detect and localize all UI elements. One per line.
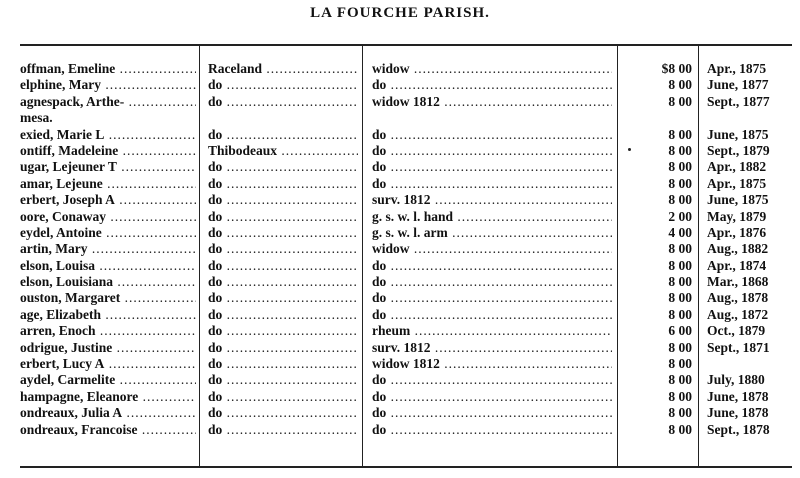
monthly-amount: 8 00: [668, 159, 692, 175]
post-office: do .....: [208, 323, 358, 339]
pensioner-name: elphine, Mary .....: [20, 77, 196, 93]
post-office: do .....: [208, 372, 358, 388]
date-of-allowance: June, 1875: [707, 126, 769, 142]
date-of-allowance: Aug., 1878: [707, 290, 769, 306]
cause-of-pension: do .....: [372, 389, 612, 405]
cause-of-pension: g. s. w. l. arm .....: [372, 225, 612, 241]
cause-of-pension: surv. 1812 .....: [372, 340, 612, 356]
table-row: [0, 77, 800, 93]
date-of-allowance: Sept., 1871: [707, 339, 770, 355]
pensioner-name: elson, Louisa .....: [20, 258, 196, 274]
monthly-amount: 8 00: [668, 372, 692, 388]
date-of-allowance: July, 1880: [707, 372, 765, 388]
monthly-amount: 8 00: [668, 388, 692, 404]
monthly-amount: 8 00: [668, 142, 692, 158]
table-row: [0, 258, 800, 274]
cause-of-pension: do .....: [372, 127, 612, 143]
pensioner-name: amar, Lejeune .....: [20, 176, 196, 192]
monthly-amount: 8 00: [668, 421, 692, 437]
table-row: [0, 422, 800, 438]
date-of-allowance: Oct., 1879: [707, 323, 766, 339]
table-row: [0, 290, 800, 306]
cause-of-pension: do .....: [372, 77, 612, 93]
date-of-allowance: June, 1878: [707, 405, 769, 421]
pensioner-name: ondreaux, Francoise .....: [20, 422, 196, 438]
pensioner-name: artin, Mary .....: [20, 241, 196, 257]
cause-of-pension: widow 1812 .....: [372, 94, 612, 110]
date-of-allowance: Sept., 1877: [707, 93, 770, 109]
top-rule: [20, 44, 792, 46]
monthly-amount: $8 00: [661, 61, 692, 76]
post-office: do .....: [208, 241, 358, 257]
cause-of-pension: do .....: [372, 159, 612, 175]
table-row: [0, 356, 800, 372]
pensioner-name: odrigue, Justine .....: [20, 340, 196, 356]
post-office: do .....: [208, 258, 358, 274]
cause-of-pension: do .....: [372, 274, 612, 290]
cause-of-pension: do .....: [372, 258, 612, 274]
post-office: do .....: [208, 307, 358, 323]
monthly-amount: 8 00: [668, 126, 692, 142]
cause-of-pension: widow 1812 .....: [372, 356, 612, 372]
post-office: Thibodeaux .....: [208, 143, 358, 159]
monthly-amount: 8 00: [668, 290, 692, 306]
post-office: do .....: [208, 77, 358, 93]
cause-of-pension: do .....: [372, 176, 612, 192]
table-row: [0, 405, 800, 421]
table-row: [0, 159, 800, 175]
monthly-amount: 8 00: [668, 93, 692, 109]
pensioner-name: eydel, Antoine .....: [20, 225, 196, 241]
table-row: [0, 241, 800, 257]
post-office: do .....: [208, 389, 358, 405]
table-row: [0, 307, 800, 323]
cause-of-pension: do .....: [372, 372, 612, 388]
cause-of-pension: surv. 1812 .....: [372, 192, 612, 208]
cause-of-pension: rheum .....: [372, 323, 612, 339]
monthly-amount: 8 00: [668, 405, 692, 421]
date-of-allowance: Apr., 1875: [707, 61, 767, 76]
cause-of-pension: do .....: [372, 422, 612, 438]
table-row: [0, 61, 800, 77]
post-office: do .....: [208, 340, 358, 356]
monthly-amount: 8 00: [668, 241, 692, 257]
monthly-amount: 8 00: [668, 175, 692, 191]
post-office: do .....: [208, 192, 358, 208]
post-office: do .....: [208, 290, 358, 306]
table-row: [0, 94, 800, 110]
date-of-allowance: Sept., 1879: [707, 142, 770, 158]
post-office: do .....: [208, 405, 358, 421]
date-of-allowance: Apr., 1882: [707, 159, 767, 175]
date-of-allowance: Apr., 1874: [707, 257, 767, 273]
pensioner-name: elson, Louisiana .....: [20, 274, 196, 290]
monthly-amount: 4 00: [668, 224, 692, 240]
monthly-amount: 8 00: [668, 77, 692, 93]
table-row: [0, 209, 800, 225]
pensioner-name: hampagne, Eleanore .....: [20, 389, 196, 405]
pension-table: [0, 61, 800, 438]
table-row: [0, 323, 800, 339]
pensioner-name: ontiff, Madeleine .....: [20, 143, 196, 159]
post-office: Raceland .....: [208, 61, 358, 77]
table-row: [0, 176, 800, 192]
post-office: do .....: [208, 356, 358, 372]
pensioner-name: erbert, Joseph A .....: [20, 192, 196, 208]
cause-of-pension: widow .....: [372, 61, 612, 77]
pensioner-name: ugar, Lejeuner T .....: [20, 159, 196, 175]
post-office: do .....: [208, 209, 358, 225]
page-title: LA FOURCHE PARISH.: [310, 5, 490, 21]
pensioner-name: mesa.: [20, 110, 53, 126]
pensioner-name: age, Elizabeth .....: [20, 307, 196, 323]
monthly-amount: 8 00: [668, 339, 692, 355]
table-row: [0, 143, 800, 159]
date-of-allowance: Aug., 1872: [707, 306, 769, 322]
bottom-rule: [20, 466, 792, 468]
table-row: [0, 372, 800, 388]
table-row: [0, 192, 800, 208]
pensioner-name: exied, Marie L .....: [20, 127, 196, 143]
table-row: [0, 225, 800, 241]
date-of-allowance: Mar., 1868: [707, 274, 769, 290]
date-of-allowance: June, 1877: [707, 77, 769, 93]
pensioner-name: aydel, Carmelite .....: [20, 372, 196, 388]
cause-of-pension: g. s. w. l. hand .....: [372, 209, 612, 225]
date-of-allowance: May, 1879: [707, 208, 767, 224]
monthly-amount: 8 00: [668, 356, 692, 372]
date-of-allowance: June, 1878: [707, 388, 769, 404]
post-office: do .....: [208, 159, 358, 175]
pensioner-name: agnespack, Arthe- .....: [20, 94, 196, 110]
cause-of-pension: do .....: [372, 290, 612, 306]
date-of-allowance: Apr., 1875: [707, 175, 767, 191]
post-office: do .....: [208, 127, 358, 143]
post-office: do .....: [208, 274, 358, 290]
monthly-amount: 8 00: [668, 192, 692, 208]
table-row: [0, 127, 800, 143]
date-of-allowance: Aug., 1882: [707, 241, 769, 257]
pensioner-name: oore, Conaway .....: [20, 209, 196, 225]
table-row: [0, 389, 800, 405]
post-office: do .....: [208, 422, 358, 438]
date-of-allowance: Sept., 1878: [707, 421, 770, 437]
cause-of-pension: do .....: [372, 307, 612, 323]
pensioner-name: ondreaux, Julia A .....: [20, 405, 196, 421]
monthly-amount: 6 00: [668, 323, 692, 339]
date-of-allowance: June, 1875: [707, 192, 769, 208]
monthly-amount: 8 00: [668, 274, 692, 290]
pensioner-name: ouston, Margaret .....: [20, 290, 196, 306]
pensioner-name: erbert, Lucy A .....: [20, 356, 196, 372]
cause-of-pension: do .....: [372, 143, 612, 159]
cause-of-pension: do .....: [372, 405, 612, 421]
monthly-amount: 8 00: [668, 306, 692, 322]
post-office: do .....: [208, 94, 358, 110]
monthly-amount: 8 00: [668, 257, 692, 273]
monthly-amount: 2 00: [668, 208, 692, 224]
cause-of-pension: widow .....: [372, 241, 612, 257]
pensioner-name: offman, Emeline .....: [20, 61, 196, 77]
table-row: [0, 274, 800, 290]
post-office: do .....: [208, 176, 358, 192]
table-row: [0, 110, 800, 126]
post-office: do .....: [208, 225, 358, 241]
table-row: [0, 340, 800, 356]
date-of-allowance: Apr., 1876: [707, 224, 767, 240]
pensioner-name: arren, Enoch .....: [20, 323, 196, 339]
